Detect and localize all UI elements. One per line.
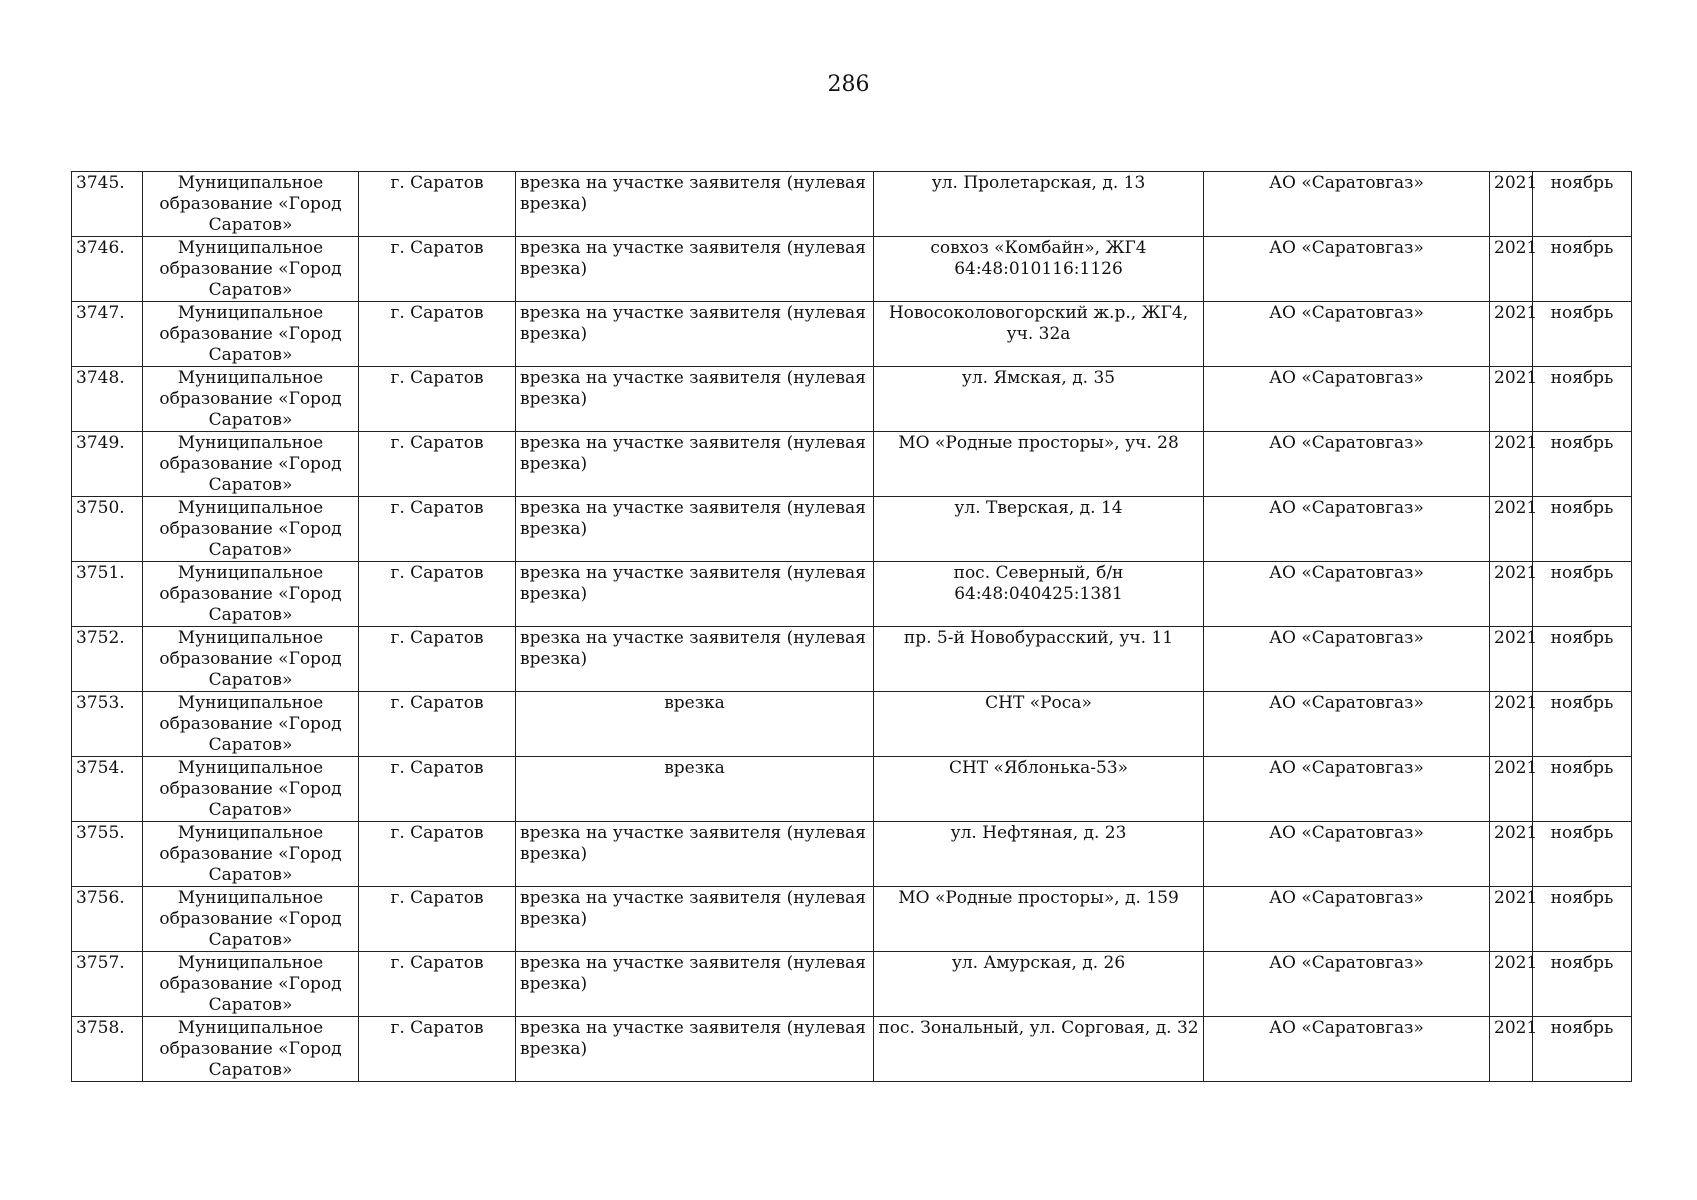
table-row xyxy=(72,1017,1632,1082)
table-row xyxy=(72,627,1632,692)
city-cell: г. Саратов xyxy=(359,367,516,432)
organization-cell: АО «Саратовгаз» xyxy=(1204,432,1490,497)
city-cell: г. Саратов xyxy=(359,692,516,757)
year-cell: 2021 xyxy=(1490,1017,1533,1082)
municipality-cell: Муниципальное образование «Город Саратов» xyxy=(143,302,359,367)
address-cell: пос. Северный, б/н 64:48:040425:1381 xyxy=(874,562,1204,627)
organization-cell: АО «Саратовгаз» xyxy=(1204,172,1490,237)
row-number-cell: 3748. xyxy=(72,367,143,432)
month-cell: ноябрь xyxy=(1533,367,1632,432)
city-cell: г. Саратов xyxy=(359,1017,516,1082)
year-cell: 2021 xyxy=(1490,952,1533,1017)
table-row xyxy=(72,822,1632,887)
municipality-cell: Муниципальное образование «Город Саратов» xyxy=(143,172,359,237)
address-cell: ул. Ямская, д. 35 xyxy=(874,367,1204,432)
municipality-cell: Муниципальное образование «Город Саратов» xyxy=(143,627,359,692)
row-number-cell: 3745. xyxy=(72,172,143,237)
address-cell: пр. 5-й Новобурасский, уч. 11 xyxy=(874,627,1204,692)
row-number-cell: 3756. xyxy=(72,887,143,952)
work-type-cell: врезка на участке заявителя (нулевая врезка) xyxy=(516,952,874,1017)
work-type-cell: врезка на участке заявителя (нулевая врезка) xyxy=(516,822,874,887)
row-number-cell: 3754. xyxy=(72,757,143,822)
address-cell: МО «Родные просторы», уч. 28 xyxy=(874,432,1204,497)
month-cell: ноябрь xyxy=(1533,172,1632,237)
city-cell: г. Саратов xyxy=(359,497,516,562)
month-cell: ноябрь xyxy=(1533,952,1632,1017)
work-type-cell: врезка на участке заявителя (нулевая врезка) xyxy=(516,172,874,237)
organization-cell: АО «Саратовгаз» xyxy=(1204,562,1490,627)
table-row xyxy=(72,237,1632,302)
municipality-cell: Муниципальное образование «Город Саратов» xyxy=(143,952,359,1017)
year-cell: 2021 xyxy=(1490,367,1533,432)
city-cell: г. Саратов xyxy=(359,822,516,887)
month-cell: ноябрь xyxy=(1533,887,1632,952)
month-cell: ноябрь xyxy=(1533,1017,1632,1082)
city-cell: г. Саратов xyxy=(359,952,516,1017)
organization-cell: АО «Саратовгаз» xyxy=(1204,692,1490,757)
address-cell: ул. Нефтяная, д. 23 xyxy=(874,822,1204,887)
work-type-cell: врезка на участке заявителя (нулевая врезка) xyxy=(516,887,874,952)
city-cell: г. Саратов xyxy=(359,432,516,497)
row-number-cell: 3752. xyxy=(72,627,143,692)
address-cell: Новосоколовогорский ж.р., ЖГ4, уч. 32а xyxy=(874,302,1204,367)
city-cell: г. Саратов xyxy=(359,172,516,237)
address-cell: ул. Пролетарская, д. 13 xyxy=(874,172,1204,237)
address-cell: ул. Амурская, д. 26 xyxy=(874,952,1204,1017)
registry-rows xyxy=(72,172,1632,1082)
table-row xyxy=(72,952,1632,1017)
municipality-cell: Муниципальное образование «Город Саратов» xyxy=(143,432,359,497)
organization-cell: АО «Саратовгаз» xyxy=(1204,757,1490,822)
year-cell: 2021 xyxy=(1490,302,1533,367)
month-cell: ноябрь xyxy=(1533,822,1632,887)
year-cell: 2021 xyxy=(1490,172,1533,237)
row-number-cell: 3750. xyxy=(72,497,143,562)
municipality-cell: Муниципальное образование «Город Саратов» xyxy=(143,822,359,887)
organization-cell: АО «Саратовгаз» xyxy=(1204,887,1490,952)
month-cell: ноябрь xyxy=(1533,692,1632,757)
municipality-cell: Муниципальное образование «Город Саратов» xyxy=(143,562,359,627)
month-cell: ноябрь xyxy=(1533,237,1632,302)
row-number-cell: 3747. xyxy=(72,302,143,367)
table-row xyxy=(72,562,1632,627)
city-cell: г. Саратов xyxy=(359,237,516,302)
row-number-cell: 3749. xyxy=(72,432,143,497)
row-number-cell: 3755. xyxy=(72,822,143,887)
page-number: 286 xyxy=(827,72,870,97)
year-cell: 2021 xyxy=(1490,887,1533,952)
municipality-cell: Муниципальное образование «Город Саратов» xyxy=(143,237,359,302)
work-type-cell: врезка на участке заявителя (нулевая врезка) xyxy=(516,367,874,432)
address-cell: МО «Родные просторы», д. 159 xyxy=(874,887,1204,952)
work-type-cell: врезка на участке заявителя (нулевая врезка) xyxy=(516,627,874,692)
work-type-cell: врезка на участке заявителя (нулевая врезка) xyxy=(516,237,874,302)
municipality-cell: Муниципальное образование «Город Саратов» xyxy=(143,757,359,822)
month-cell: ноябрь xyxy=(1533,302,1632,367)
work-type-cell: врезка xyxy=(516,692,874,757)
organization-cell: АО «Саратовгаз» xyxy=(1204,822,1490,887)
city-cell: г. Саратов xyxy=(359,302,516,367)
organization-cell: АО «Саратовгаз» xyxy=(1204,302,1490,367)
table-row xyxy=(72,757,1632,822)
organization-cell: АО «Саратовгаз» xyxy=(1204,1017,1490,1082)
table-row xyxy=(72,497,1632,562)
address-cell: СНТ «Яблонька-53» xyxy=(874,757,1204,822)
city-cell: г. Саратов xyxy=(359,562,516,627)
work-type-cell: врезка на участке заявителя (нулевая врезка) xyxy=(516,432,874,497)
work-type-cell: врезка на участке заявителя (нулевая врезка) xyxy=(516,497,874,562)
work-type-cell: врезка на участке заявителя (нулевая врезка) xyxy=(516,302,874,367)
row-number-cell: 3757. xyxy=(72,952,143,1017)
row-number-cell: 3758. xyxy=(72,1017,143,1082)
year-cell: 2021 xyxy=(1490,432,1533,497)
month-cell: ноябрь xyxy=(1533,432,1632,497)
year-cell: 2021 xyxy=(1490,692,1533,757)
table-row xyxy=(72,367,1632,432)
table-row xyxy=(72,172,1632,237)
year-cell: 2021 xyxy=(1490,562,1533,627)
municipality-cell: Муниципальное образование «Город Саратов» xyxy=(143,692,359,757)
month-cell: ноябрь xyxy=(1533,627,1632,692)
city-cell: г. Саратов xyxy=(359,757,516,822)
organization-cell: АО «Саратовгаз» xyxy=(1204,497,1490,562)
year-cell: 2021 xyxy=(1490,627,1533,692)
address-cell: совхоз «Комбайн», ЖГ4 64:48:010116:1126 xyxy=(874,237,1204,302)
city-cell: г. Саратов xyxy=(359,627,516,692)
organization-cell: АО «Саратовгаз» xyxy=(1204,367,1490,432)
year-cell: 2021 xyxy=(1490,497,1533,562)
work-type-cell: врезка на участке заявителя (нулевая врезка) xyxy=(516,1017,874,1082)
organization-cell: АО «Саратовгаз» xyxy=(1204,952,1490,1017)
table-row xyxy=(72,302,1632,367)
address-cell: пос. Зональный, ул. Сорговая, д. 32 xyxy=(874,1017,1204,1082)
table-row xyxy=(72,692,1632,757)
municipality-cell: Муниципальное образование «Город Саратов» xyxy=(143,887,359,952)
registry-table xyxy=(71,171,1632,1082)
city-cell: г. Саратов xyxy=(359,887,516,952)
month-cell: ноябрь xyxy=(1533,562,1632,627)
year-cell: 2021 xyxy=(1490,237,1533,302)
work-type-cell: врезка xyxy=(516,757,874,822)
organization-cell: АО «Саратовгаз» xyxy=(1204,627,1490,692)
year-cell: 2021 xyxy=(1490,822,1533,887)
work-type-cell: врезка на участке заявителя (нулевая врезка) xyxy=(516,562,874,627)
row-number-cell: 3751. xyxy=(72,562,143,627)
organization-cell: АО «Саратовгаз» xyxy=(1204,237,1490,302)
municipality-cell: Муниципальное образование «Город Саратов» xyxy=(143,1017,359,1082)
month-cell: ноябрь xyxy=(1533,497,1632,562)
month-cell: ноябрь xyxy=(1533,757,1632,822)
address-cell: СНТ «Роса» xyxy=(874,692,1204,757)
row-number-cell: 3753. xyxy=(72,692,143,757)
table-row xyxy=(72,432,1632,497)
table-row xyxy=(72,887,1632,952)
row-number-cell: 3746. xyxy=(72,237,143,302)
year-cell: 2021 xyxy=(1490,757,1533,822)
municipality-cell: Муниципальное образование «Город Саратов» xyxy=(143,497,359,562)
municipality-cell: Муниципальное образование «Город Саратов» xyxy=(143,367,359,432)
address-cell: ул. Тверская, д. 14 xyxy=(874,497,1204,562)
